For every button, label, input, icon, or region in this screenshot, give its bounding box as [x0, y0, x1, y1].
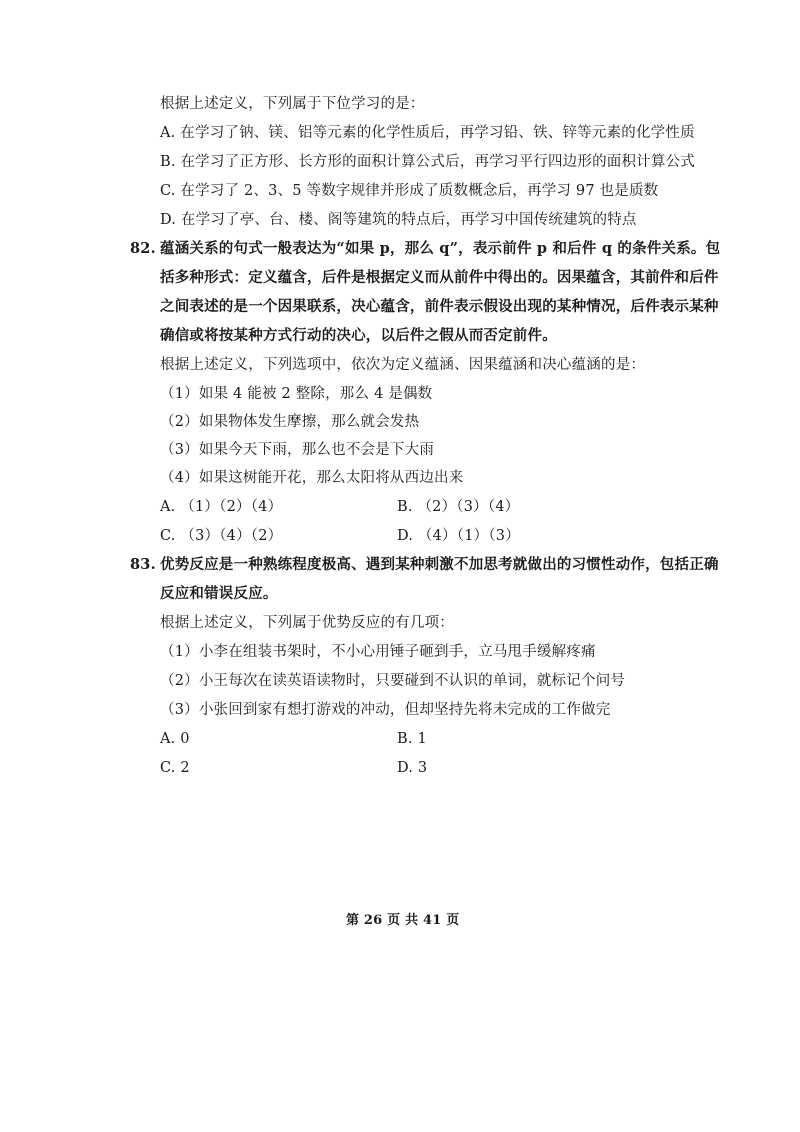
q83-option-d: D. 3: [397, 760, 428, 776]
q83-passage-line-1: 优势反应是一种熟练程度极高、遇到某种刺激不加思考就做出的习惯性动作，包括正确: [160, 556, 719, 573]
q83-item-3: （3）小张回到家有想打游戏的冲动，但却坚持先将未完成的工作做完: [160, 702, 611, 718]
q83-option-c: C. 2: [160, 760, 190, 776]
q81-option-a: A. 在学习了钠、镁、铝等元素的化学性质后，再学习铅、铁、锌等元素的化学性质: [160, 125, 695, 141]
q82-passage-line-3: 之间表述的是一个因果联系，决心蕴含，前件表示假设出现的某种情况，后件表示某种: [160, 298, 719, 315]
q82-item-4: （4）如果这树能开花，那么太阳将从西边出来: [160, 470, 464, 486]
q81-option-b: B. 在学习了正方形、长方形的面积计算公式后，再学习平行四边形的面积计算公式: [160, 154, 695, 170]
q82-option-c: C. （3）（4）（2）: [160, 528, 283, 544]
q82-passage-line-4: 确信或将按某种方式行动的决心，以后件之假从而否定前件。: [160, 327, 557, 344]
page-footer: 第 26 页 共 41 页: [346, 913, 460, 928]
q82-item-1: （1）如果 4 能被 2 整除，那么 4 是偶数: [160, 386, 433, 402]
q82-option-b: B. （2）（3）（4）: [397, 499, 520, 515]
q82-passage-line-2: 括多种形式：定义蕴含，后件是根据定义而从前件中得出的。因果蕴含，其前件和后件: [160, 269, 719, 286]
q83-item-1: （1）小李在组装书架时，不小心用锤子砸到手，立马甩手缓解疼痛: [160, 644, 596, 660]
q82-stem: 根据上述定义，下列选项中，依次为定义蕴涵、因果蕴涵和决心蕴涵的是：: [160, 357, 646, 373]
q83-stem: 根据上述定义，下列属于优势反应的有几项：: [160, 615, 454, 631]
q83-option-b: B. 1: [397, 731, 427, 747]
q83-option-a: A. 0: [160, 731, 190, 747]
q82-item-3: （3）如果今天下雨，那么也不会是下大雨: [160, 442, 435, 458]
q81-option-d: D. 在学习了亭、台、楼、阁等建筑的特点后，再学习中国传统建筑的特点: [160, 212, 637, 228]
q83-number: 83.: [130, 556, 156, 573]
q81-stem: 根据上述定义，下列属于下位学习的是：: [160, 96, 425, 112]
q83-passage-line-2: 反应和错误反应。: [160, 585, 278, 602]
q82-number: 82.: [130, 240, 156, 257]
q82-option-a: A. （1）（2）（4）: [160, 499, 283, 515]
q81-option-c: C. 在学习了 2、3、5 等数字规律并形成了质数概念后，再学习 97 也是质数: [160, 183, 659, 199]
q82-passage-line-1: 蕴涵关系的句式一般表达为“如果 p，那么 q”，表示前件 p 和后件 q 的条件关系。包: [160, 240, 721, 257]
q83-item-2: （2）小王每次在读英语读物时，只要碰到不认识的单词，就标记个问号: [160, 673, 626, 689]
q82-option-d: D. （4）（1）（3）: [397, 528, 520, 544]
q82-item-2: （2）如果物体发生摩擦，那么就会发热: [160, 414, 420, 430]
